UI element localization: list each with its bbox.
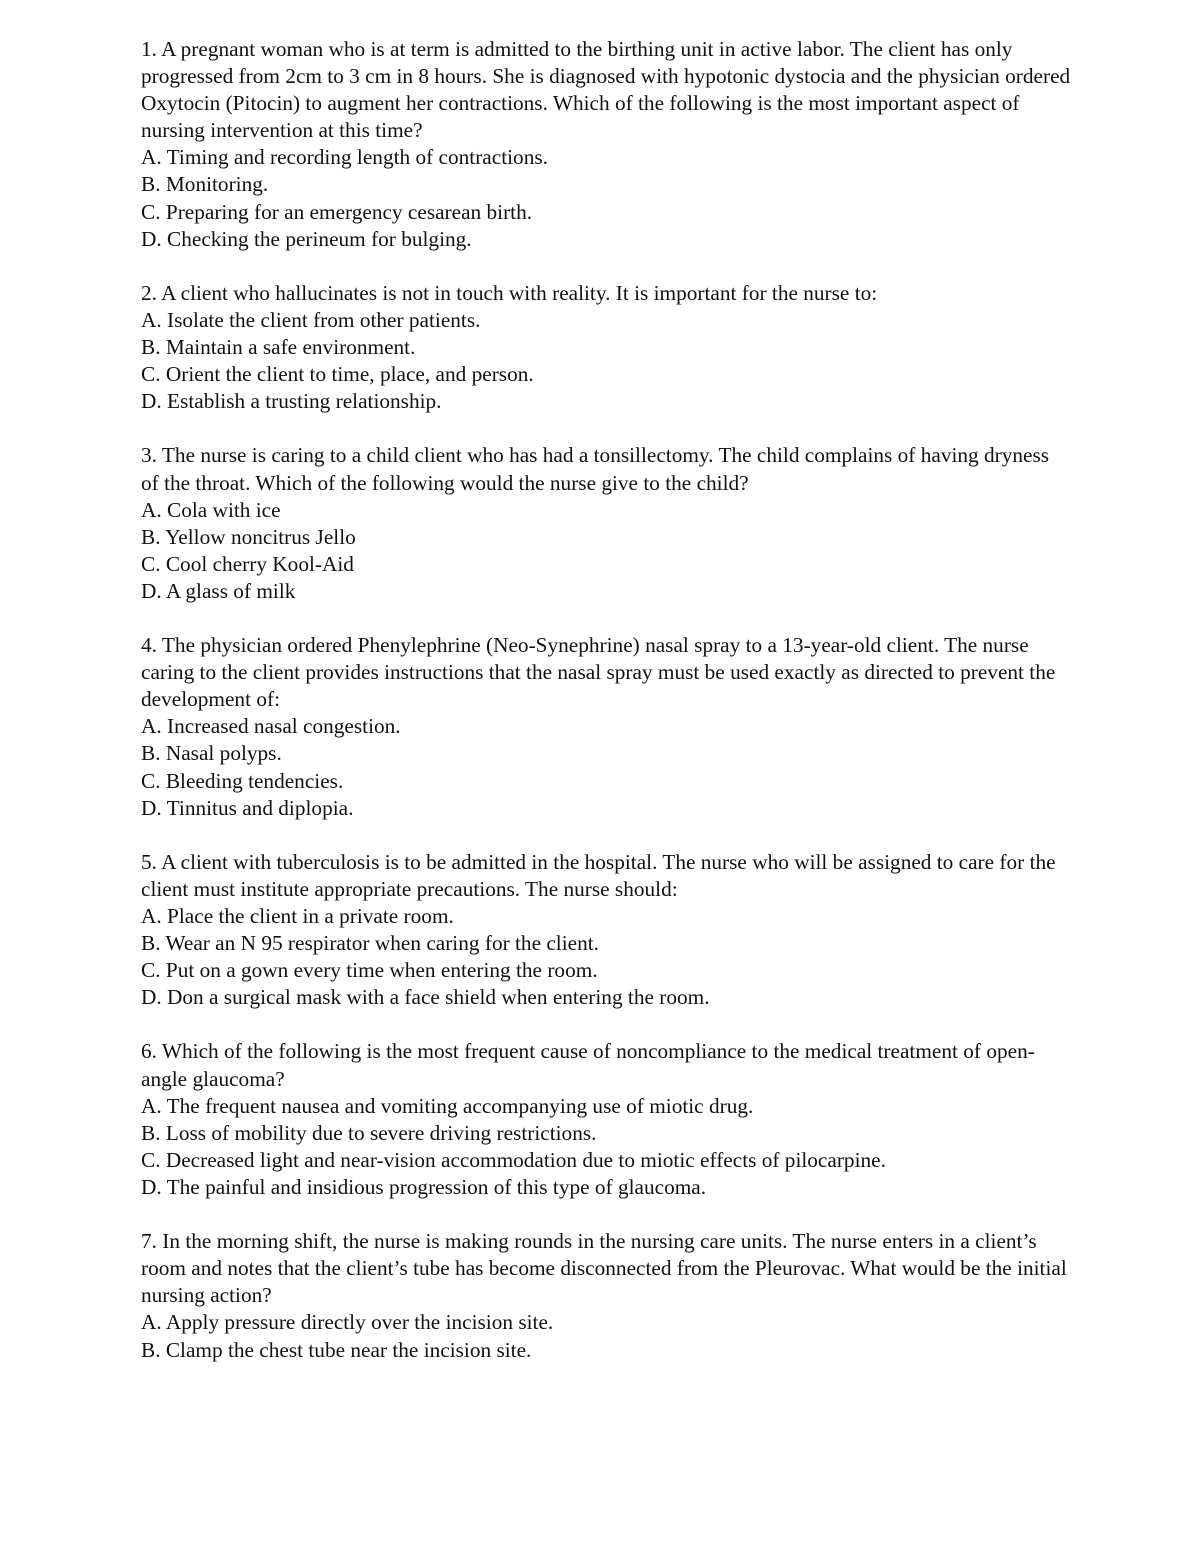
answer-option: D. Tinnitus and diplopia. [141, 795, 354, 820]
question-stem: 6. Which of the following is the most frequent cause of noncompliance to the medical treatment of open-angle glaucoma? [141, 1039, 1035, 1091]
question-stem: 3. The nurse is caring to a child client who has had a tonsillectomy. The child complains of having dryness of the throat. Which of the following would the nurse give to the child? [141, 443, 1050, 495]
answer-option: A. Place the client in a private room. [141, 904, 454, 928]
answer-option: A. Increased nasal congestion. [141, 714, 401, 739]
answer-option: A. Cola with ice [141, 497, 281, 522]
answer-option: B. Monitoring. [141, 172, 269, 197]
answer-option: A. Isolate the client from other patients. [141, 307, 481, 332]
question-1 [141, 36, 1071, 253]
answer-option: B. Wear an N 95 respirator when caring for the client. [141, 931, 599, 956]
answer-option: D. The painful and insidious progression of this type of glaucoma. [141, 1174, 707, 1199]
question-7 [141, 1228, 1071, 1363]
answer-option: A. Timing and recording length of contractions. [141, 145, 548, 170]
question-2 [141, 280, 1071, 415]
answer-option: B. Yellow noncitrus Jello [141, 524, 356, 549]
answer-option: C. Decreased light and near-vision accommodation due to miotic effects of pilocarpine. [141, 1147, 886, 1172]
answer-option: D. Establish a trusting relationship. [141, 389, 442, 414]
answer-option: B. Clamp the chest tube near the incision site. [141, 1337, 532, 1362]
question-stem: 7. In the morning shift, the nurse is making rounds in the nursing care units. The nurse enters in a client’s room and notes that the client’s tube has become disconnected from the Pleurovac. What would be the initial nursing action? [141, 1229, 1067, 1308]
question-5 [141, 849, 1071, 1012]
answer-option: D. Don a surgical mask with a face shield when entering the room. [141, 985, 710, 1010]
question-4 [141, 632, 1071, 822]
answer-option: A. The frequent nausea and vomiting accompanying use of miotic drug. [141, 1093, 754, 1118]
answer-option: B. Loss of mobility due to severe driving restrictions. [141, 1120, 597, 1145]
answer-option: C. Cool cherry Kool-Aid [141, 551, 354, 576]
question-stem: 2. A client who hallucinates is not in touch with reality. It is important for the nurse to: [141, 280, 878, 305]
answer-option: B. Maintain a safe environment. [141, 335, 416, 360]
question-3 [141, 442, 1071, 605]
question-stem: 1. A pregnant woman who is at term is admitted to the birthing unit in active labor. The client has only progressed from 2cm to 3 cm in 8 hours. She is diagnosed with hypotonic dystocia and the physician ordered Oxytocin (Pitocin) to augment her contractions. Which of the following is the most important aspect of nursing intervention at this time? [141, 37, 1071, 143]
answer-option: D. Checking the perineum for bulging. [141, 226, 472, 251]
answer-option: A. Apply pressure directly over the incision site. [141, 1310, 554, 1335]
question-list [141, 36, 1071, 1391]
question-stem: 5. A client with tuberculosis is to be admitted in the hospital. The nurse who will be assigned to care for the client must institute appropriate precautions. The nurse should: [141, 849, 1056, 901]
answer-option: C. Bleeding tendencies. [141, 768, 344, 793]
answer-option: D. A glass of milk [141, 578, 296, 603]
answer-option: C. Put on a gown every time when entering the room. [141, 958, 598, 983]
answer-option: C. Preparing for an emergency cesarean birth. [141, 199, 533, 224]
question-stem: 4. The physician ordered Phenylephrine (Neo-Synephrine) nasal spray to a 13-year-old client. The nurse caring to the client provides instructions that the nasal spray must be used exactly as directed to prevent the development of: [141, 633, 1056, 712]
answer-option: C. Orient the client to time, place, and person. [141, 362, 534, 387]
answer-option: B. Nasal polyps. [141, 741, 282, 766]
question-6 [141, 1038, 1071, 1201]
